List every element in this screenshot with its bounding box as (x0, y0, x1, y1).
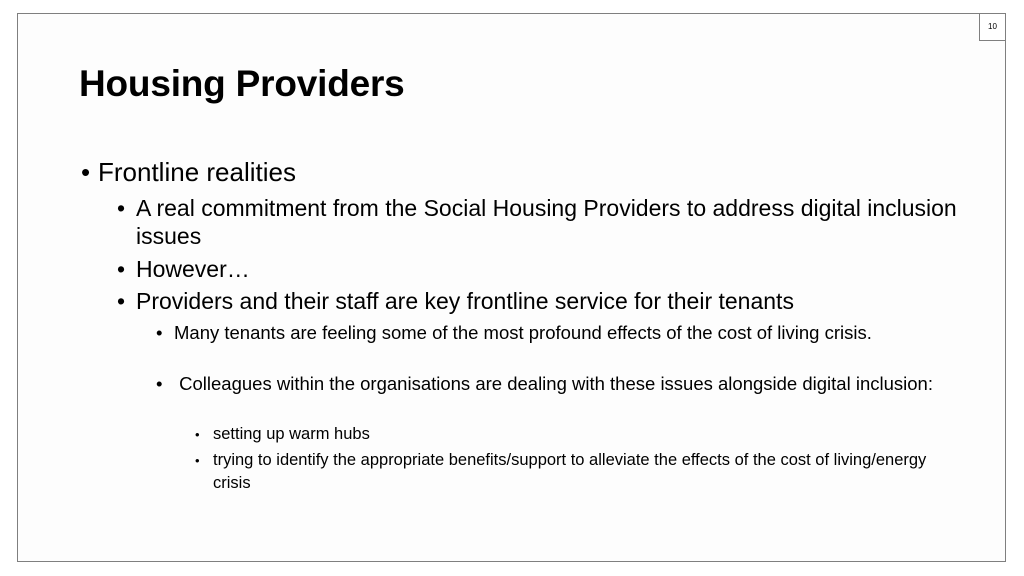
bullet-text: Frontline realities (98, 157, 296, 187)
bullet-text: Providers and their staff are key frontline service for their tenants (136, 288, 794, 314)
bullet-text: Many tenants are feeling some of the most profound effects of the cost of living crisis. (174, 322, 872, 343)
bullet-providers-staff (117, 287, 957, 315)
bullet-icon: • (117, 195, 126, 221)
bullet-colleagues (156, 373, 936, 395)
bullet-text: trying to identify the appropriate benefits/support to alleviate the effects of the cost of living/energy crisis (213, 451, 927, 492)
bullet-tenants-cost-of-living (156, 322, 936, 344)
bullet-icon: • (117, 256, 126, 282)
bullet-text: A real commitment from the Social Housing Providers to address digital inclusion issues (136, 195, 957, 249)
bullet-text: setting up warm hubs (213, 425, 370, 443)
bullet-icon: • (195, 453, 200, 468)
bullet-text: Colleagues within the organisations are dealing with these issues alongside digital inclusion: (174, 373, 933, 394)
bullet-icon: • (117, 288, 126, 314)
bullet-text: However… (136, 256, 250, 282)
bullet-icon: • (156, 322, 163, 343)
bullet-real-commitment (117, 194, 957, 250)
bullet-warm-hubs (195, 423, 955, 446)
bullet-however (117, 255, 957, 283)
page-number: 10 (979, 13, 1006, 41)
bullet-icon: • (156, 373, 163, 394)
bullet-icon: • (81, 157, 91, 187)
bullet-frontline-realities (81, 155, 961, 190)
bullet-icon: • (195, 427, 200, 442)
slide-title: Housing Providers (79, 63, 405, 104)
bullet-benefits-support (195, 449, 955, 495)
